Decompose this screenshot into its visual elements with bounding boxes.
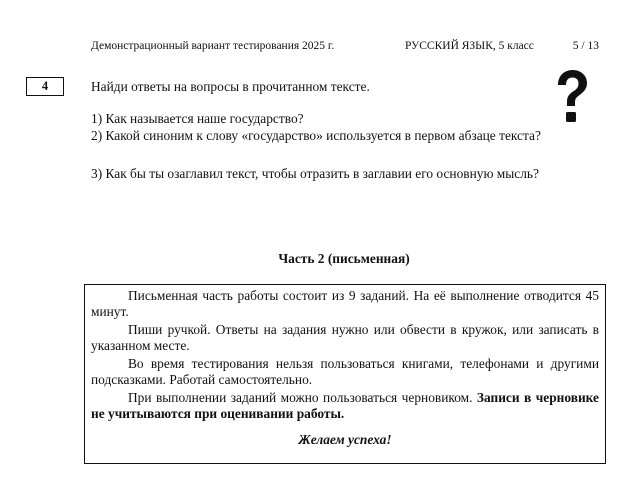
- instruction-paragraph: Во время тестирования нельзя пользоваться книгами, телефонами и другими подсказками. Работай самостоятельно.: [91, 356, 599, 387]
- task-intro: Найди ответы на вопросы в прочитанном тексте.: [91, 79, 370, 94]
- good-luck-text: Желаем успеха!: [298, 432, 392, 447]
- part-2-title: Часть 2 (письменная): [278, 251, 410, 266]
- header-test-title: Демонстрационный вариант тестирования 2025 г.: [91, 40, 335, 52]
- header-page-number: 5 / 13: [572, 40, 599, 52]
- instructions-box: [84, 284, 606, 464]
- question-1: 1) Как называется наше государство?: [91, 111, 304, 126]
- draft-note: При выполнении заданий можно пользоваться черновиком.: [128, 390, 477, 405]
- instruction-paragraph: [91, 390, 599, 422]
- header-subject: РУССКИЙ ЯЗЫК, 5 класс: [405, 40, 534, 52]
- page-header: [91, 38, 601, 54]
- instruction-paragraph: Письменная часть работы состоит из 9 заданий. На её выполнение отводится 45 минут.: [91, 288, 599, 319]
- task-number-box: 4: [26, 77, 64, 96]
- draft-note-bold: Записи в черновике не учитываются при оценивании работы.: [91, 390, 599, 421]
- question-3: 3) Как бы ты озаглавил текст, чтобы отразить в заглавии его основную мысль?: [91, 166, 539, 181]
- instruction-paragraph: Пиши ручкой. Ответы на задания нужно или обвести в кружок, или записать в указанном месте.: [91, 322, 599, 353]
- question-2: 2) Какой синоним к слову «государство» используется в первом абзаце текста?: [91, 128, 541, 143]
